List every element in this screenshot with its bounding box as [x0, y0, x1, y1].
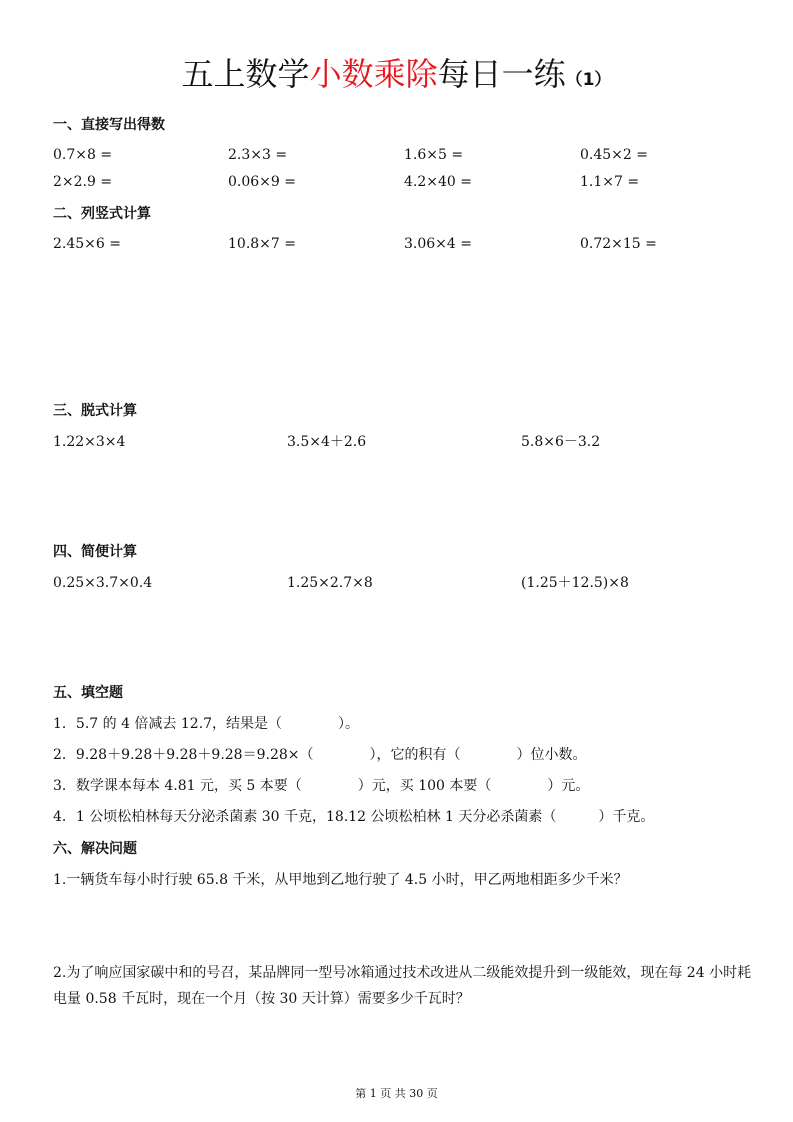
title-highlight: 小数乘除 — [309, 55, 438, 93]
problem-item: 0.45×2 = — [580, 147, 648, 163]
problem-item: 10.8×7 = — [228, 236, 296, 252]
problem-item: 4.2×40 = — [404, 174, 472, 190]
title-part2: 每日一练 — [437, 55, 566, 93]
page-title — [0, 52, 793, 102]
word-problem: 1.一辆货车每小时行驶 65.8 千米，从甲地到乙地行驶了 4.5 小时，甲乙两地相距多少千米？ — [53, 872, 628, 888]
section-heading-4: 四、简便计算 — [53, 544, 137, 560]
fill-blank-item: 2．9.28＋9.28＋9.28＋9.28＝9.28×（ ），它的积有（ ）位小数。 — [53, 747, 587, 763]
title-suffix: （1） — [565, 70, 612, 90]
problem-item: 1.22×3×4 — [53, 434, 126, 450]
problem-item: (1.25＋12.5)×8 — [521, 575, 629, 591]
section-heading-6: 六、解决问题 — [53, 841, 137, 857]
problem-item: 2.3×3 = — [228, 147, 288, 163]
section-heading-3: 三、脱式计算 — [53, 403, 137, 419]
fill-blank-item: 3．数学课本每本 4.81 元，买 5 本要（ ）元，买 100 本要（ ）元。 — [53, 778, 590, 794]
problem-item: 1.25×2.7×8 — [287, 575, 373, 591]
problem-item: 3.06×4 = — [404, 236, 472, 252]
problem-item: 0.72×15 = — [580, 236, 657, 252]
problem-item: 5.8×6－3.2 — [521, 434, 601, 450]
word-problem: 2.为了响应国家碳中和的号召，某品牌同一型号冰箱通过技术改进从二级能效提升到一级能效，现在每 24 小时耗电量 0.58 千瓦时，现在一个月（按 30 天计算）需要多少千瓦时？ — [53, 965, 752, 1007]
page-footer: 第 1 页 共 30 页 — [355, 1087, 438, 1100]
problem-item: 1.1×7 = — [580, 174, 640, 190]
problem-item: 3.5×4＋2.6 — [287, 434, 367, 450]
section-heading-5: 五、填空题 — [53, 685, 123, 701]
title-part1: 五上数学 — [181, 55, 310, 93]
fill-blank-item: 1．5.7 的 4 倍减去 12.7，结果是（ ）。 — [53, 716, 360, 732]
problem-item: 0.25×3.7×0.4 — [53, 575, 153, 591]
section-heading-1: 一、直接写出得数 — [53, 117, 165, 133]
problem-item: 2×2.9 = — [53, 174, 113, 190]
problem-item: 2.45×6 = — [53, 236, 121, 252]
problem-item: 1.6×5 = — [404, 147, 464, 163]
problem-item: 0.7×8 = — [53, 147, 113, 163]
problem-item: 0.06×9 = — [228, 174, 296, 190]
section-heading-2: 二、列竖式计算 — [53, 206, 151, 222]
fill-blank-item: 4．1 公顷松柏林每天分泌杀菌素 30 千克，18.12 公顷松柏林 1 天分必杀菌素（ ）千克。 — [53, 809, 655, 825]
